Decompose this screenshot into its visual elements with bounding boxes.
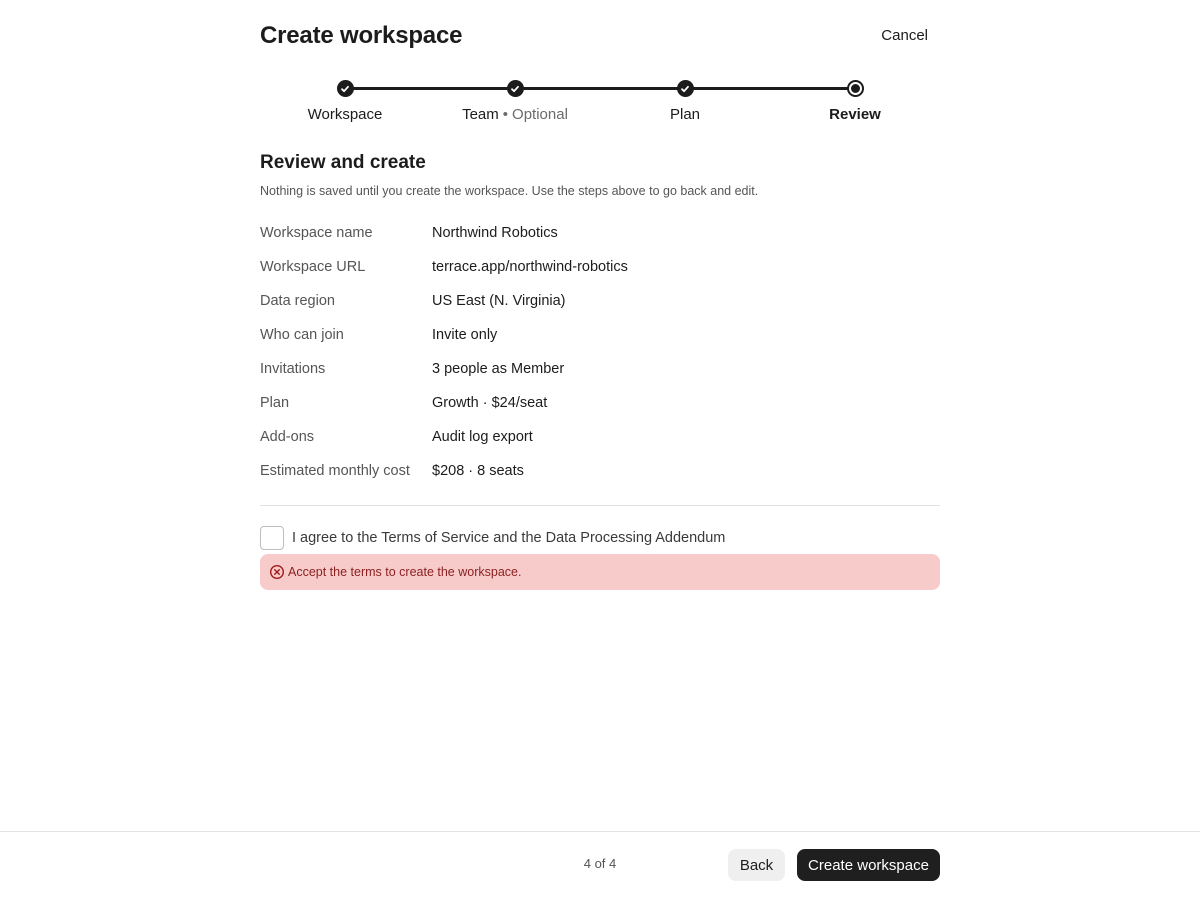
step-label: Review [829, 106, 881, 123]
review-key: Data region [260, 293, 335, 309]
current-step-icon [847, 80, 864, 97]
review-row-workspace-url [260, 250, 940, 284]
review-key: Estimated monthly cost [260, 463, 410, 479]
step-team[interactable] [430, 78, 600, 125]
step-plan[interactable] [600, 78, 770, 125]
review-key: Who can join [260, 327, 344, 343]
review-row-estimated-cost [260, 454, 940, 488]
review-value: Northwind Robotics [432, 225, 558, 241]
review-value: Invite only [432, 327, 498, 343]
review-row-data-region [260, 284, 940, 318]
review-key: Add-ons [260, 429, 315, 445]
check-icon [337, 80, 354, 97]
step-label: Workspace [307, 106, 383, 123]
review-value: 3 people as Member [432, 361, 565, 377]
review-row-who-can-join [260, 318, 940, 352]
stepper [260, 78, 940, 128]
check-icon [677, 80, 694, 97]
review-key: Plan [260, 395, 290, 411]
step-workspace[interactable] [260, 78, 430, 125]
review-value: Audit log export [432, 429, 533, 445]
cancel-button[interactable]: Cancel [869, 24, 940, 48]
review-value: US East (N. Virginia) [432, 293, 566, 309]
terms-error-alert [260, 554, 940, 590]
review-key: Workspace name [260, 225, 373, 241]
review-value: Growth · $24/seat [432, 395, 548, 411]
review-row-add-ons [260, 420, 940, 454]
step-label-text: Team [462, 106, 499, 123]
step-optional-label: Optional [512, 106, 568, 123]
review-key: Workspace URL [260, 259, 366, 275]
terms-checkbox[interactable] [260, 526, 284, 550]
footer-bar [0, 831, 1200, 900]
error-message: Accept the terms to create the workspace. [288, 565, 522, 579]
review-value: $208 · 8 seats [432, 463, 524, 479]
step-label [430, 105, 600, 125]
header [260, 20, 940, 52]
check-icon [507, 80, 524, 97]
step-label: Plan [669, 106, 701, 123]
step-counter: 4 of 4 [583, 856, 617, 871]
section-title: Review and create [260, 152, 426, 173]
create-workspace-button[interactable]: Create workspace [797, 849, 940, 881]
review-row-plan [260, 386, 940, 420]
step-separator: • [502, 106, 509, 123]
terms-agreement [260, 526, 940, 550]
review-row-invitations [260, 352, 940, 386]
step-review [770, 78, 940, 125]
back-button[interactable]: Back [728, 849, 785, 881]
section-description: Nothing is saved until you create the workspace. Use the steps above to go back and edit. [260, 184, 759, 198]
review-value: terrace.app/northwind-robotics [432, 259, 628, 275]
review-row-workspace-name [260, 216, 940, 250]
error-circle-x-icon [269, 564, 285, 580]
review-summary [260, 216, 940, 488]
page-title: Create workspace [260, 22, 463, 49]
review-key: Invitations [260, 361, 326, 377]
divider [260, 505, 940, 506]
terms-label[interactable]: I agree to the Terms of Service and the Data Processing Addendum [292, 530, 726, 546]
